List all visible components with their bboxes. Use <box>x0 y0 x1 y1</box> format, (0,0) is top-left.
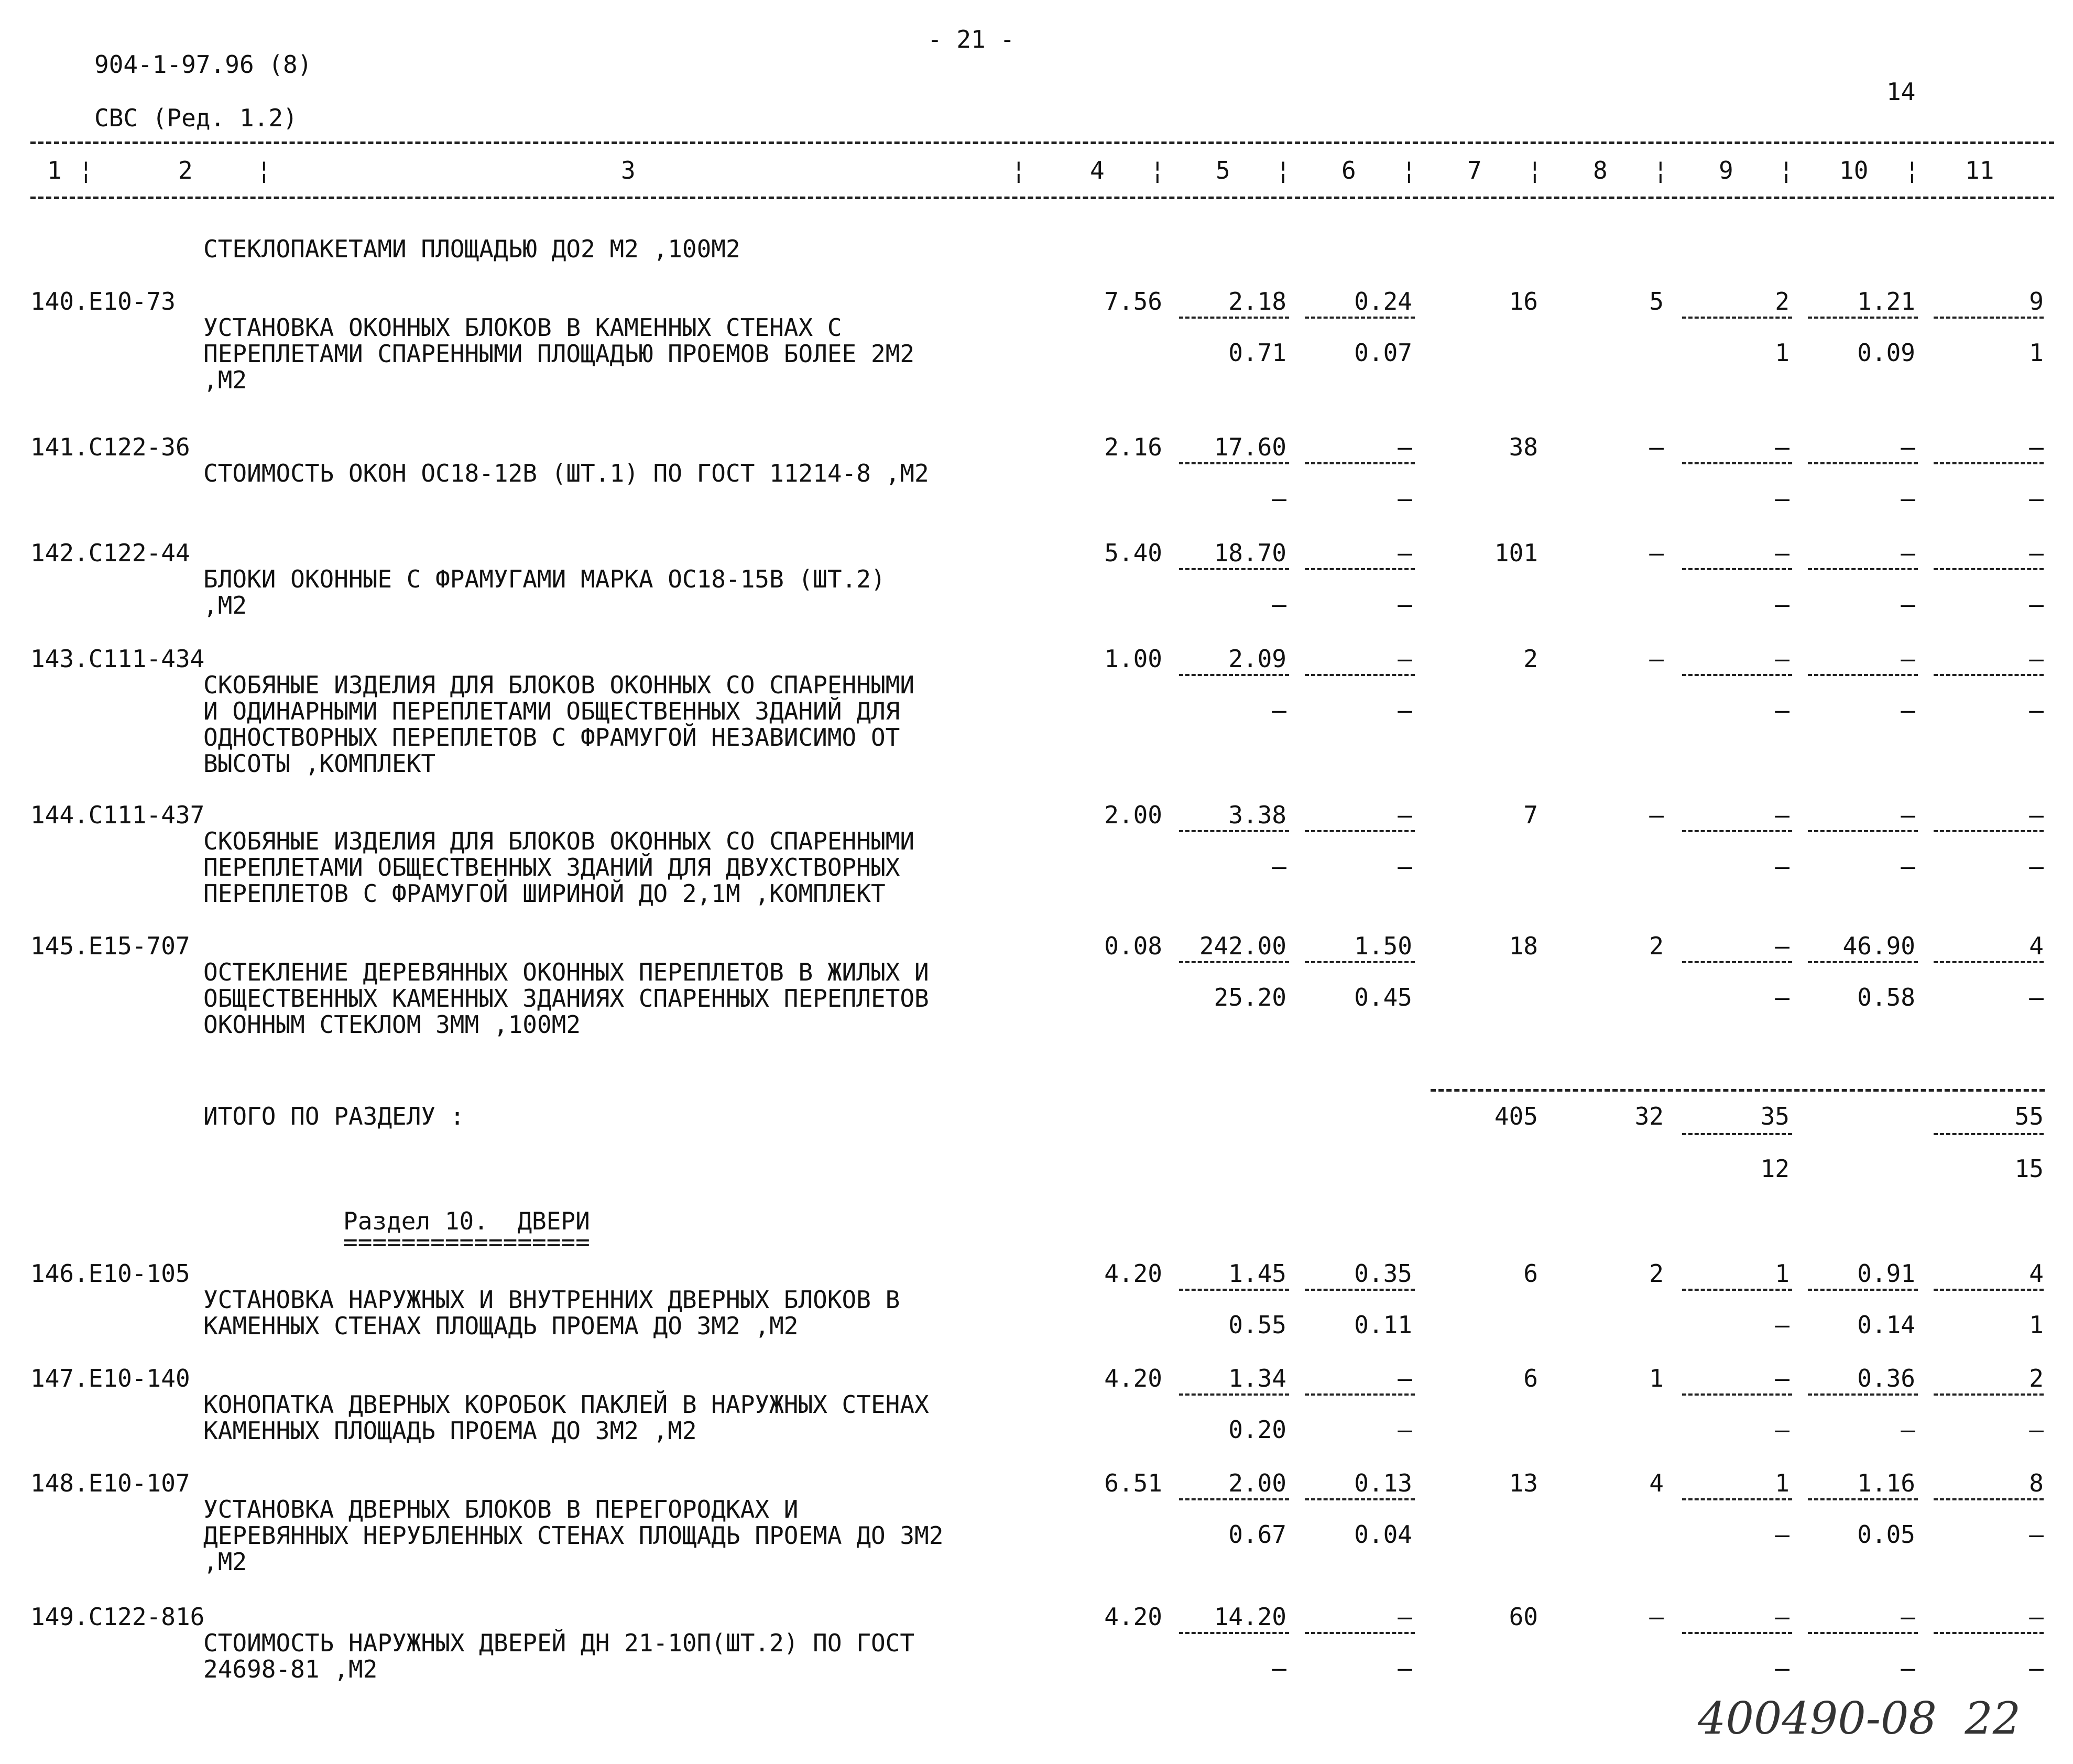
item-description: 24698-81 ,М2 <box>203 1655 378 1683</box>
cell-c9: – <box>1775 433 1790 461</box>
fraction-rule <box>1934 830 2044 832</box>
cell-c10: – <box>1901 433 1915 461</box>
cell-c8: 1 <box>1649 1364 1664 1392</box>
cell-c6b: – <box>1398 1654 1412 1682</box>
cell-c5: 17.60 <box>1214 433 1286 461</box>
fraction-rule <box>1808 674 1918 676</box>
cell-c6: – <box>1398 1364 1412 1392</box>
fraction-rule <box>1305 1498 1415 1500</box>
cell-c6: 1.50 <box>1354 932 1412 960</box>
section-underline: ================= <box>343 1228 590 1256</box>
cell-c9: – <box>1775 645 1790 673</box>
cell-c9b: – <box>1775 696 1790 724</box>
cell-c10b: – <box>1901 696 1915 724</box>
cell-c4: 4.20 <box>1104 1603 1162 1631</box>
cell-c9b: – <box>1775 1654 1790 1682</box>
item-description: ВЫСОТЫ ,КОМПЛЕКТ <box>203 749 436 778</box>
fraction-rule <box>1682 830 1792 832</box>
item-description: ДЕРЕВЯННЫХ НЕРУБЛЕННЫХ СТЕНАХ ПЛОЩАДЬ ПРОЕМА ДО 3М2 <box>203 1521 944 1550</box>
cell-c5b: – <box>1272 484 1286 513</box>
fraction-rule <box>1808 568 1918 570</box>
cell-c4: 0.08 <box>1104 932 1162 960</box>
fraction-rule <box>1934 1133 2044 1135</box>
column-header: 2 <box>178 156 193 184</box>
cell-c5: 14.20 <box>1214 1603 1286 1631</box>
fraction-rule <box>1305 568 1415 570</box>
item-description: СКОБЯНЫЕ ИЗДЕЛИЯ ДЛЯ БЛОКОВ ОКОННЫХ СО СПАРЕННЫМИ <box>203 827 915 855</box>
cell-c9b: 1 <box>1775 339 1790 367</box>
cell-c5: 1.45 <box>1228 1259 1286 1288</box>
fraction-rule <box>1808 830 1918 832</box>
cell-c11: 4 <box>2029 932 2044 960</box>
cell-c4: 7.56 <box>1104 287 1162 315</box>
cell-c10: – <box>1901 1603 1915 1631</box>
cell-c9b: – <box>1775 852 1790 880</box>
fraction-rule <box>1682 1289 1792 1291</box>
item-description: ПЕРЕПЛЕТАМИ ОБЩЕСТВЕННЫХ ЗДАНИЙ ДЛЯ ДВУХСТВОРНЫХ <box>203 853 900 881</box>
cell-c9b: – <box>1775 1520 1790 1549</box>
item-description: ОБЩЕСТВЕННЫХ КАМЕННЫХ ЗДАНИЯХ СПАРЕННЫХ ПЕРЕПЛЕТОВ <box>203 984 929 1012</box>
cell-c10: – <box>1901 539 1915 567</box>
item-code: 143.С111-434 <box>30 645 205 673</box>
cell-c10: 1.21 <box>1857 287 1915 315</box>
item-description: ОКОННЫМ СТЕКЛОМ 3ММ ,100М2 <box>203 1010 581 1039</box>
cell-c7: 6 <box>1523 1364 1538 1392</box>
column-header: 5 <box>1216 156 1230 184</box>
fraction-rule <box>1682 961 1792 963</box>
fraction-rule <box>1305 462 1415 464</box>
cell-c6b: – <box>1398 852 1412 880</box>
cell-c11b: – <box>2029 1654 2044 1682</box>
doc-code: 904-1-97.96 (8) <box>94 50 312 79</box>
cell-c6: – <box>1398 1603 1412 1631</box>
total-c11b: 15 <box>2014 1155 2044 1183</box>
column-header: 10 <box>1839 156 1869 184</box>
cell-c8: – <box>1649 1603 1664 1631</box>
cell-c4: 2.16 <box>1104 433 1162 461</box>
fraction-rule <box>1179 1498 1289 1500</box>
fraction-rule <box>1934 674 2044 676</box>
cell-c8: – <box>1649 433 1664 461</box>
column-separator: ¦ <box>257 156 271 184</box>
item-description: ,М2 <box>203 366 247 394</box>
item-description: ОДНОСТВОРНЫХ ПЕРЕПЛЕТОВ С ФРАМУГОЙ НЕЗАВИСИМО ОТ <box>203 723 900 752</box>
cell-c7: 7 <box>1523 801 1538 829</box>
cell-c6: 0.24 <box>1354 287 1412 315</box>
header-top-rule <box>30 141 2054 144</box>
fraction-rule <box>1682 317 1792 319</box>
fraction-rule <box>1179 674 1289 676</box>
fraction-rule <box>1934 1498 2044 1500</box>
cell-c9: – <box>1775 539 1790 567</box>
fraction-rule <box>1305 317 1415 319</box>
cell-c9b: – <box>1775 983 1790 1011</box>
cell-c9: 1 <box>1775 1469 1790 1497</box>
fraction-rule <box>1808 1498 1918 1500</box>
fraction-rule <box>1682 674 1792 676</box>
cell-c10: 0.36 <box>1857 1364 1915 1392</box>
cell-c9b: – <box>1775 1415 1790 1444</box>
cell-c6: – <box>1398 539 1412 567</box>
cell-c11b: 1 <box>2029 339 2044 367</box>
fraction-rule <box>1179 462 1289 464</box>
cell-c4: 4.20 <box>1104 1259 1162 1288</box>
cell-c11: – <box>2029 433 2044 461</box>
fraction-rule <box>1808 317 1918 319</box>
fraction-rule <box>1934 961 2044 963</box>
cell-c5: 1.34 <box>1228 1364 1286 1392</box>
cell-c5b: 25.20 <box>1214 983 1286 1011</box>
fraction-rule <box>1179 830 1289 832</box>
cell-c8: – <box>1649 539 1664 567</box>
cell-c6: 0.13 <box>1354 1469 1412 1497</box>
cell-c10b: 0.09 <box>1857 339 1915 367</box>
column-header: 11 <box>1965 156 1994 184</box>
cell-c8: 2 <box>1649 1259 1664 1288</box>
cell-c11b: 1 <box>2029 1311 2044 1339</box>
continuation-text: СТЕКЛОПАКЕТАМИ ПЛОЩАДЬЮ ДО2 М2 ,100М2 <box>203 235 740 263</box>
fraction-rule <box>1934 1632 2044 1634</box>
total-c9: 35 <box>1760 1102 1790 1130</box>
cell-c8: – <box>1649 645 1664 673</box>
cell-c6: – <box>1398 433 1412 461</box>
fraction-rule <box>1934 1289 2044 1291</box>
cell-c10b: 0.58 <box>1857 983 1915 1011</box>
cell-c11b: – <box>2029 484 2044 513</box>
cell-c10: 0.91 <box>1857 1259 1915 1288</box>
cell-c7: 60 <box>1509 1603 1538 1631</box>
cell-c5: 2.18 <box>1228 287 1286 315</box>
cell-c6b: 0.11 <box>1354 1311 1412 1339</box>
cell-c7: 2 <box>1523 645 1538 673</box>
item-description: КОНОПАТКА ДВЕРНЫХ КОРОБОК ПАКЛЕЙ В НАРУЖНЫХ СТЕНАХ <box>203 1390 929 1419</box>
cell-c4: 5.40 <box>1104 539 1162 567</box>
cell-c5b: – <box>1272 696 1286 724</box>
cell-c5b: – <box>1272 590 1286 618</box>
cell-c11b: – <box>2029 696 2044 724</box>
cell-c4: 1.00 <box>1104 645 1162 673</box>
cell-c10b: 0.05 <box>1857 1520 1915 1549</box>
item-description: СТОИМОСТЬ НАРУЖНЫХ ДВЕРЕЙ ДН 21-10П(ШТ.2) ПО ГОСТ <box>203 1629 915 1657</box>
cell-c7: 18 <box>1509 932 1538 960</box>
cell-c8: 4 <box>1649 1469 1664 1497</box>
cell-c9: 1 <box>1775 1259 1790 1288</box>
header-bottom-rule <box>30 197 2054 199</box>
cell-c8: – <box>1649 801 1664 829</box>
cell-c6b: 0.07 <box>1354 339 1412 367</box>
column-header: 4 <box>1090 156 1105 184</box>
cell-c11b: – <box>2029 1520 2044 1549</box>
cell-c10: 46.90 <box>1842 932 1915 960</box>
cell-c5b: – <box>1272 852 1286 880</box>
fraction-rule <box>1179 961 1289 963</box>
fraction-rule <box>1305 961 1415 963</box>
fraction-rule <box>1808 1289 1918 1291</box>
fraction-rule <box>1179 1289 1289 1291</box>
cell-c10: – <box>1901 801 1915 829</box>
cell-c10b: – <box>1901 852 1915 880</box>
cell-c6: – <box>1398 645 1412 673</box>
fraction-rule <box>1682 568 1792 570</box>
column-separator: ¦ <box>1905 156 1919 184</box>
cell-c9b: – <box>1775 590 1790 618</box>
cell-c11: 4 <box>2029 1259 2044 1288</box>
cell-c6: – <box>1398 801 1412 829</box>
fraction-rule <box>1305 674 1415 676</box>
cell-c6b: – <box>1398 1415 1412 1444</box>
fraction-rule <box>1682 1393 1792 1396</box>
fraction-rule <box>1682 1133 1792 1135</box>
item-code: 144.С111-437 <box>30 801 205 829</box>
fraction-rule <box>1305 830 1415 832</box>
column-header: 6 <box>1341 156 1356 184</box>
cell-c9b: – <box>1775 1311 1790 1339</box>
column-separator: ¦ <box>1653 156 1668 184</box>
cell-c5: 18.70 <box>1214 539 1286 567</box>
cell-c7: 6 <box>1523 1259 1538 1288</box>
fraction-rule <box>1682 1632 1792 1634</box>
cell-c5: 2.09 <box>1228 645 1286 673</box>
item-description: КАМЕННЫХ СТЕНАХ ПЛОЩАДЬ ПРОЕМА ДО 3М2 ,М2 <box>203 1312 799 1340</box>
cell-c10: – <box>1901 645 1915 673</box>
total-c7: 405 <box>1494 1102 1538 1130</box>
column-header: 8 <box>1593 156 1608 184</box>
column-separator: ¦ <box>79 156 93 184</box>
column-header: 7 <box>1467 156 1482 184</box>
item-code: 141.С122-36 <box>30 433 190 461</box>
column-separator: ¦ <box>1011 156 1026 184</box>
cell-c11: 9 <box>2029 287 2044 315</box>
fraction-rule <box>1179 317 1289 319</box>
fraction-rule <box>1682 1498 1792 1500</box>
item-code: 140.Е10-73 <box>30 287 176 315</box>
cell-c5b: 0.20 <box>1228 1415 1286 1444</box>
item-code: 146.Е10-105 <box>30 1259 190 1288</box>
item-description: БЛОКИ ОКОННЫЕ С ФРАМУГАМИ МАРКА ОС18-15В (ШТ.2) <box>203 565 886 593</box>
cell-c5b: 0.55 <box>1228 1311 1286 1339</box>
cell-c5b: 0.67 <box>1228 1520 1286 1549</box>
cell-c4: 6.51 <box>1104 1469 1162 1497</box>
fraction-rule <box>1179 1632 1289 1634</box>
handwritten-signature: 400490-08 22 <box>1698 1693 2021 1744</box>
sheet-number: 14 <box>1886 78 1916 106</box>
cell-c10b: – <box>1901 590 1915 618</box>
fraction-rule <box>1934 1393 2044 1396</box>
fraction-rule <box>1808 1393 1918 1396</box>
fraction-rule <box>1808 1632 1918 1634</box>
fraction-rule <box>1305 1393 1415 1396</box>
cell-c10b: 0.14 <box>1857 1311 1915 1339</box>
cell-c4: 4.20 <box>1104 1364 1162 1392</box>
column-separator: ¦ <box>1150 156 1165 184</box>
item-description: СТОИМОСТЬ ОКОН ОС18-12В (ШТ.1) ПО ГОСТ 11214-8 ,М2 <box>203 459 929 487</box>
cell-c4: 2.00 <box>1104 801 1162 829</box>
item-code: 149.С122-816 <box>30 1603 205 1631</box>
cell-c8: 2 <box>1649 932 1664 960</box>
item-description: ,М2 <box>203 1548 247 1576</box>
cell-c6b: 0.45 <box>1354 983 1412 1011</box>
column-separator: ¦ <box>1402 156 1416 184</box>
item-code: 148.Е10-107 <box>30 1469 190 1497</box>
column-header: 3 <box>621 156 636 184</box>
item-description: ,М2 <box>203 591 247 619</box>
fraction-rule <box>1934 317 2044 319</box>
cell-c10: 1.16 <box>1857 1469 1915 1497</box>
item-description: СКОБЯНЫЕ ИЗДЕЛИЯ ДЛЯ БЛОКОВ ОКОННЫХ СО СПАРЕННЫМИ <box>203 671 915 699</box>
fraction-rule <box>1934 462 2044 464</box>
section-title: Раздел 10. ДВЕРИ <box>343 1207 590 1235</box>
item-code: 142.С122-44 <box>30 539 190 567</box>
cell-c7: 16 <box>1509 287 1538 315</box>
cell-c5: 2.00 <box>1228 1469 1286 1497</box>
cell-c7: 101 <box>1494 539 1538 567</box>
fraction-rule <box>1934 568 2044 570</box>
page-number: - 21 - <box>928 25 1015 53</box>
cell-c7: 38 <box>1509 433 1538 461</box>
cell-c11: 2 <box>2029 1364 2044 1392</box>
fraction-rule <box>1808 961 1918 963</box>
cell-c6b: – <box>1398 590 1412 618</box>
item-description: УСТАНОВКА ДВЕРНЫХ БЛОКОВ В ПЕРЕГОРОДКАХ И <box>203 1495 799 1523</box>
fraction-rule <box>1305 1289 1415 1291</box>
item-description: ПЕРЕПЛЕТАМИ СПАРЕННЫМИ ПЛОЩАДЬЮ ПРОЕМОВ БОЛЕЕ 2М2 <box>203 340 915 368</box>
cell-c10b: – <box>1901 1654 1915 1682</box>
cell-c5b: – <box>1272 1654 1286 1682</box>
column-header: 1 <box>47 156 62 184</box>
item-description: КАМЕННЫХ ПЛОЩАДЬ ПРОЕМА ДО 3М2 ,М2 <box>203 1417 697 1445</box>
cell-c11: – <box>2029 801 2044 829</box>
item-description: ОСТЕКЛЕНИЕ ДЕРЕВЯННЫХ ОКОННЫХ ПЕРЕПЛЕТОВ В ЖИЛЫХ И <box>203 958 929 986</box>
item-description: УСТАНОВКА ОКОННЫХ БЛОКОВ В КАМЕННЫХ СТЕНАХ С <box>203 313 842 342</box>
cell-c11: – <box>2029 1603 2044 1631</box>
cell-c5: 3.38 <box>1228 801 1286 829</box>
cell-c11: – <box>2029 539 2044 567</box>
cell-c8: 5 <box>1649 287 1664 315</box>
cell-c5b: 0.71 <box>1228 339 1286 367</box>
cell-c6b: – <box>1398 696 1412 724</box>
cell-c9: – <box>1775 801 1790 829</box>
item-description: ПЕРЕПЛЕТОВ С ФРАМУГОЙ ШИРИНОЙ ДО 2,1М ,КОМПЛЕКТ <box>203 879 886 908</box>
program-version: СВС (Ред. 1.2) <box>94 104 298 132</box>
item-code: 145.Е15-707 <box>30 932 190 960</box>
cell-c9: 2 <box>1775 287 1790 315</box>
item-description: УСТАНОВКА НАРУЖНЫХ И ВНУТРЕННИХ ДВЕРНЫХ БЛОКОВ В <box>203 1286 900 1314</box>
column-separator: ¦ <box>1276 156 1291 184</box>
cell-c11: – <box>2029 645 2044 673</box>
cell-c11b: – <box>2029 852 2044 880</box>
total-rule <box>1431 1089 2045 1092</box>
total-label: ИТОГО ПО РАЗДЕЛУ : <box>203 1102 465 1130</box>
total-c8: 32 <box>1634 1102 1664 1130</box>
cell-c5: 242.00 <box>1199 932 1286 960</box>
total-c9b: 12 <box>1760 1155 1790 1183</box>
cell-c6b: – <box>1398 484 1412 513</box>
column-separator: ¦ <box>1528 156 1542 184</box>
fraction-rule <box>1305 1632 1415 1634</box>
cell-c11b: – <box>2029 983 2044 1011</box>
cell-c10b: – <box>1901 484 1915 513</box>
fraction-rule <box>1808 462 1918 464</box>
cell-c10b: – <box>1901 1415 1915 1444</box>
column-header: 9 <box>1719 156 1733 184</box>
cell-c11: 8 <box>2029 1469 2044 1497</box>
cell-c7: 13 <box>1509 1469 1538 1497</box>
cell-c11b: – <box>2029 590 2044 618</box>
item-code: 147.Е10-140 <box>30 1364 190 1392</box>
item-description: И ОДИНАРНЫМИ ПЕРЕПЛЕТАМИ ОБЩЕСТВЕННЫХ ЗДАНИЙ ДЛЯ <box>203 697 900 725</box>
cell-c9: – <box>1775 1603 1790 1631</box>
column-separator: ¦ <box>1779 156 1794 184</box>
cell-c9: – <box>1775 932 1790 960</box>
cell-c11b: – <box>2029 1415 2044 1444</box>
cell-c9b: – <box>1775 484 1790 513</box>
cell-c9: – <box>1775 1364 1790 1392</box>
cell-c6: 0.35 <box>1354 1259 1412 1288</box>
fraction-rule <box>1179 568 1289 570</box>
total-c11: 55 <box>2014 1102 2044 1130</box>
cell-c6b: 0.04 <box>1354 1520 1412 1549</box>
fraction-rule <box>1179 1393 1289 1396</box>
fraction-rule <box>1682 462 1792 464</box>
